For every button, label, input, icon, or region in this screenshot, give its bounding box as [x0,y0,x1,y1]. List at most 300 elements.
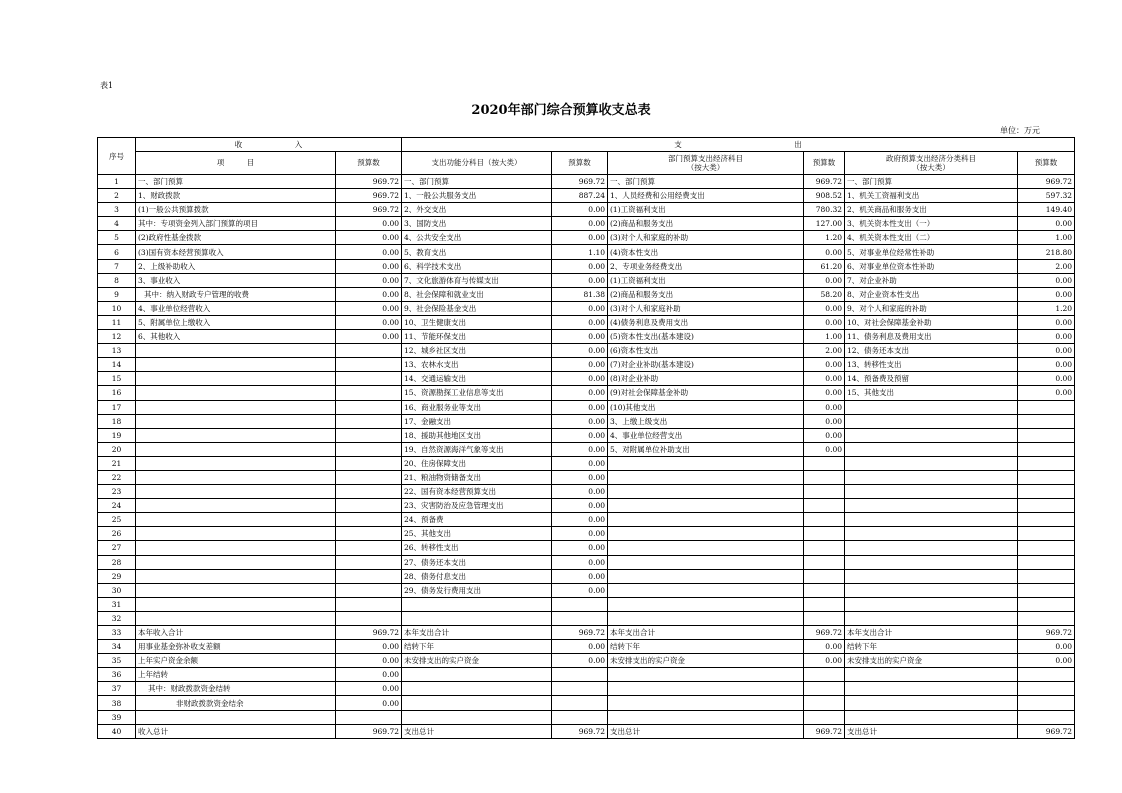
econ-budget [804,569,845,583]
gov-budget: 0.00 [1018,273,1075,287]
table-row [98,203,1075,217]
gov-budget [1018,499,1075,513]
gov-item: 10、对社会保障基金补助 [845,315,1018,329]
func-budget: 0.00 [552,541,608,555]
income-budget [336,400,402,414]
gov-item: 4、机关资本性支出（二） [845,231,1018,245]
econ-item: (3)对个人和家庭补助 [608,301,804,315]
table-row [98,724,1075,738]
income-budget: 0.00 [336,259,402,273]
row-seq: 12 [98,330,136,344]
row-seq: 13 [98,344,136,358]
income-item [136,428,336,442]
econ-item: 5、对附属单位补助支出 [608,442,804,456]
func-item: 8、社会保障和就业支出 [402,287,552,301]
econ-item [608,470,804,484]
income-budget: 0.00 [336,696,402,710]
gov-item [845,513,1018,527]
income-item: 一、部门预算 [136,175,336,189]
gov-item [845,569,1018,583]
econ-budget [804,668,845,682]
row-seq: 24 [98,499,136,513]
gov-item: 1、机关工资福利支出 [845,189,1018,203]
row-seq: 21 [98,456,136,470]
income-item [136,358,336,372]
income-budget: 0.00 [336,245,402,259]
income-budget: 0.00 [336,217,402,231]
table-row [98,541,1075,555]
econ-item: 未安排支出的实户资金 [608,654,804,668]
econ-budget: 0.00 [804,273,845,287]
econ-item: 4、事业单位经营支出 [608,428,804,442]
gov-item [845,428,1018,442]
row-seq: 11 [98,315,136,329]
row-seq: 4 [98,217,136,231]
func-budget: 969.72 [552,626,608,640]
table-row [98,626,1075,640]
income-item [136,597,336,611]
gov-budget: 0.00 [1018,358,1075,372]
econ-item [608,597,804,611]
income-item: 上年实户资金余额 [136,654,336,668]
row-seq: 14 [98,358,136,372]
income-item [136,541,336,555]
econ-budget: 0.00 [804,640,845,654]
gov-budget: 969.72 [1018,175,1075,189]
func-budget: 0.00 [552,414,608,428]
gov-budget: 1.00 [1018,231,1075,245]
econ-item [608,668,804,682]
table-row [98,400,1075,414]
gov-budget [1018,597,1075,611]
gov-budget [1018,555,1075,569]
econ-budget [804,470,845,484]
income-item [136,372,336,386]
header-gov: 政府预算支出经济分类科目 （按大类） [845,152,1018,175]
gov-budget: 149.40 [1018,203,1075,217]
row-seq: 39 [98,710,136,724]
budget-summary-table [97,137,1075,739]
income-budget [336,344,402,358]
econ-item: 1、人员经费和公用经费支出 [608,189,804,203]
income-item: 收入总计 [136,724,336,738]
func-item [402,710,552,724]
econ-budget: 969.72 [804,724,845,738]
gov-item: 3、机关资本性支出（一） [845,217,1018,231]
func-item: 4、公共安全支出 [402,231,552,245]
income-item: (1)一般公共预算拨款 [136,203,336,217]
income-item: 其中：专项资金列入部门预算的项目 [136,217,336,231]
econ-budget: 127.00 [804,217,845,231]
econ-budget [804,527,845,541]
row-seq: 26 [98,527,136,541]
func-item [402,668,552,682]
func-item [402,696,552,710]
row-seq: 16 [98,386,136,400]
func-budget: 0.00 [552,527,608,541]
income-item [136,555,336,569]
income-budget [336,527,402,541]
econ-budget [804,682,845,696]
income-budget: 0.00 [336,654,402,668]
func-item: 27、债务还本支出 [402,555,552,569]
func-item: 13、农林水支出 [402,358,552,372]
func-item: 29、债务发行费用支出 [402,583,552,597]
func-budget: 0.00 [552,358,608,372]
func-budget: 0.00 [552,231,608,245]
gov-item [845,682,1018,696]
income-budget: 0.00 [336,330,402,344]
income-budget: 969.72 [336,175,402,189]
func-budget: 81.38 [552,287,608,301]
econ-budget: 58.20 [804,287,845,301]
table-row [98,315,1075,329]
gov-item [845,555,1018,569]
row-seq: 30 [98,583,136,597]
gov-item: 11、债务利息及费用支出 [845,330,1018,344]
func-item: 21、粮油物资储备支出 [402,470,552,484]
income-budget [336,611,402,625]
gov-budget [1018,710,1075,724]
func-item: 12、城乡社区支出 [402,344,552,358]
gov-item: 13、转移性支出 [845,358,1018,372]
income-item [136,583,336,597]
gov-budget [1018,569,1075,583]
func-item [402,597,552,611]
func-item: 20、住房保障支出 [402,456,552,470]
income-budget [336,569,402,583]
func-budget: 0.00 [552,513,608,527]
func-item: 本年支出合计 [402,626,552,640]
econ-item: 本年支出合计 [608,626,804,640]
income-item [136,456,336,470]
gov-budget [1018,682,1075,696]
func-item: 一、部门预算 [402,175,552,189]
row-seq: 28 [98,555,136,569]
income-budget [336,456,402,470]
income-budget [336,710,402,724]
table-row [98,231,1075,245]
income-item [136,710,336,724]
row-seq: 15 [98,372,136,386]
income-budget: 0.00 [336,668,402,682]
income-budget [336,513,402,527]
econ-item: 3、上缴上级支出 [608,414,804,428]
func-item: 19、自然资源海洋气象等支出 [402,442,552,456]
gov-item [845,414,1018,428]
econ-item [608,485,804,499]
func-budget: 0.00 [552,470,608,484]
gov-item [845,611,1018,625]
header-seq: 序号 [98,138,136,175]
econ-item: (5)资本性支出(基本建设) [608,330,804,344]
econ-budget [804,485,845,499]
econ-budget: 0.00 [804,386,845,400]
econ-item: 结转下年 [608,640,804,654]
table-row [98,527,1075,541]
income-item: 6、其他收入 [136,330,336,344]
func-budget: 0.00 [552,555,608,569]
table-row [98,358,1075,372]
gov-item: 2、机关商品和服务支出 [845,203,1018,217]
func-item: 结转下年 [402,640,552,654]
income-budget: 969.72 [336,203,402,217]
gov-item [845,597,1018,611]
table-row [98,330,1075,344]
func-item: 10、卫生健康支出 [402,315,552,329]
func-item: 1、一般公共服务支出 [402,189,552,203]
econ-budget [804,541,845,555]
gov-item: 结转下年 [845,640,1018,654]
gov-budget [1018,414,1075,428]
table-row [98,456,1075,470]
row-seq: 20 [98,442,136,456]
row-seq: 29 [98,569,136,583]
econ-item: (6)资本性支出 [608,344,804,358]
row-seq: 23 [98,485,136,499]
func-budget: 969.72 [552,724,608,738]
econ-item: (4)资本性支出 [608,245,804,259]
gov-budget: 0.00 [1018,386,1075,400]
table-row [98,273,1075,287]
row-seq: 37 [98,682,136,696]
table-row [98,597,1075,611]
income-budget: 0.00 [336,231,402,245]
gov-item [845,668,1018,682]
func-budget: 0.00 [552,259,608,273]
income-item: 其中：财政拨款资金结转 [136,682,336,696]
func-item: 26、转移性支出 [402,541,552,555]
table-row [98,583,1075,597]
gov-item: 14、预备费及预留 [845,372,1018,386]
table-row [98,428,1075,442]
income-budget: 0.00 [336,315,402,329]
income-budget [336,358,402,372]
table-row [98,555,1075,569]
func-budget: 0.00 [552,386,608,400]
econ-item [608,583,804,597]
func-budget: 0.00 [552,640,608,654]
gov-budget [1018,583,1075,597]
gov-budget: 0.00 [1018,372,1075,386]
econ-budget: 0.00 [804,372,845,386]
table-row [98,696,1075,710]
econ-budget [804,611,845,625]
func-item: 23、灾害防治及应急管理支出 [402,499,552,513]
row-seq: 36 [98,668,136,682]
gov-budget: 0.00 [1018,640,1075,654]
func-item [402,682,552,696]
header-budget: 预算数 [804,152,845,175]
func-item: 6、科学技术支出 [402,259,552,273]
income-budget: 969.72 [336,189,402,203]
func-budget [552,668,608,682]
table-row [98,287,1075,301]
func-budget: 0.00 [552,372,608,386]
econ-item: (2)商品和服务支出 [608,287,804,301]
econ-budget [804,583,845,597]
table-row [98,499,1075,513]
income-budget [336,555,402,569]
econ-item: 2、专项业务经费支出 [608,259,804,273]
gov-item: 15、其他支出 [845,386,1018,400]
page-title: 2020年部门综合预算收支总表 [471,103,651,118]
func-budget: 0.00 [552,442,608,456]
econ-item [608,696,804,710]
income-item: 1、财政拨款 [136,189,336,203]
row-seq: 19 [98,428,136,442]
func-item: 18、援助其他地区支出 [402,428,552,442]
gov-budget [1018,400,1075,414]
econ-budget: 969.72 [804,175,845,189]
header-econ: 部门预算支出经济科目 （按大类） [608,152,804,175]
income-item [136,485,336,499]
row-seq: 9 [98,287,136,301]
gov-budget [1018,611,1075,625]
row-seq: 34 [98,640,136,654]
econ-budget [804,597,845,611]
func-item: 5、教育支出 [402,245,552,259]
func-item: 11、节能环保支出 [402,330,552,344]
gov-item [845,527,1018,541]
income-budget [336,583,402,597]
func-budget [552,696,608,710]
econ-item [608,527,804,541]
econ-item: 一、部门预算 [608,175,804,189]
func-item: 15、资源勘探工业信息等支出 [402,386,552,400]
table-row [98,344,1075,358]
income-item: 上年结转 [136,668,336,682]
table-row [98,372,1075,386]
gov-item: 支出总计 [845,724,1018,738]
func-budget [552,611,608,625]
income-item [136,470,336,484]
income-item [136,513,336,527]
row-seq: 25 [98,513,136,527]
table-row [98,611,1075,625]
func-item: 25、其他支出 [402,527,552,541]
row-seq: 27 [98,541,136,555]
func-budget: 0.00 [552,569,608,583]
income-item [136,611,336,625]
econ-item [608,541,804,555]
header-budget: 预算数 [1018,152,1075,175]
table-row [98,189,1075,203]
income-budget: 0.00 [336,640,402,654]
gov-budget: 0.00 [1018,330,1075,344]
gov-item [845,696,1018,710]
econ-budget: 1.20 [804,231,845,245]
econ-item: 支出总计 [608,724,804,738]
gov-budget: 218.80 [1018,245,1075,259]
func-item [402,611,552,625]
econ-budget: 908.52 [804,189,845,203]
econ-item: (10)其他支出 [608,400,804,414]
func-budget: 0.00 [552,400,608,414]
income-item [136,414,336,428]
func-item: 7、文化旅游体育与传媒支出 [402,273,552,287]
table-row [98,569,1075,583]
func-budget: 1.10 [552,245,608,259]
econ-budget [804,513,845,527]
gov-budget: 969.72 [1018,724,1075,738]
row-seq: 18 [98,414,136,428]
gov-item: 6、对事业单位资本性补助 [845,259,1018,273]
gov-item [845,499,1018,513]
gov-budget [1018,442,1075,456]
income-budget [336,597,402,611]
gov-item [845,400,1018,414]
gov-budget [1018,513,1075,527]
income-item [136,442,336,456]
gov-item: 未安排支出的实户资金 [845,654,1018,668]
gov-budget [1018,456,1075,470]
func-item: 支出总计 [402,724,552,738]
income-item: 其中：纳入财政专户管理的收费 [136,287,336,301]
econ-budget: 0.00 [804,400,845,414]
income-budget: 0.00 [336,301,402,315]
gov-budget [1018,696,1075,710]
income-budget [336,386,402,400]
income-item: 用事业基金弥补收支差额 [136,640,336,654]
table-row [98,442,1075,456]
econ-budget [804,499,845,513]
func-item: 16、商业服务业等支出 [402,400,552,414]
func-budget: 0.00 [552,203,608,217]
econ-budget: 0.00 [804,654,845,668]
income-budget [336,485,402,499]
econ-budget [804,555,845,569]
func-item: 22、国有资本经营预算支出 [402,485,552,499]
func-budget: 0.00 [552,301,608,315]
row-seq: 22 [98,470,136,484]
row-seq: 10 [98,301,136,315]
income-item: (3)国有资本经营预算收入 [136,245,336,259]
gov-item: 本年支出合计 [845,626,1018,640]
econ-budget [804,710,845,724]
income-item: 非财政拨款资金结余 [136,696,336,710]
row-seq: 2 [98,189,136,203]
econ-budget: 0.00 [804,358,845,372]
gov-budget: 597.32 [1018,189,1075,203]
header-budget: 预算数 [552,152,608,175]
table-row [98,668,1075,682]
income-budget: 969.72 [336,626,402,640]
gov-budget: 969.72 [1018,626,1075,640]
row-seq: 3 [98,203,136,217]
func-budget: 0.00 [552,428,608,442]
income-item: 本年收入合计 [136,626,336,640]
income-budget [336,541,402,555]
income-item: (2)政府性基金拨款 [136,231,336,245]
econ-item: (1)工资福利支出 [608,203,804,217]
table-row [98,485,1075,499]
income-budget [336,372,402,386]
econ-item: (1)工资福利支出 [608,273,804,287]
gov-budget: 0.00 [1018,654,1075,668]
header-income: 收 入 [136,138,402,152]
econ-item [608,513,804,527]
econ-item [608,555,804,569]
table-row [98,217,1075,231]
table-row [98,654,1075,668]
func-budget: 0.00 [552,499,608,513]
table-row [98,682,1075,696]
income-item [136,386,336,400]
income-budget: 0.00 [336,273,402,287]
func-budget: 0.00 [552,273,608,287]
unit-label: 单位：万元 [1000,126,1040,135]
